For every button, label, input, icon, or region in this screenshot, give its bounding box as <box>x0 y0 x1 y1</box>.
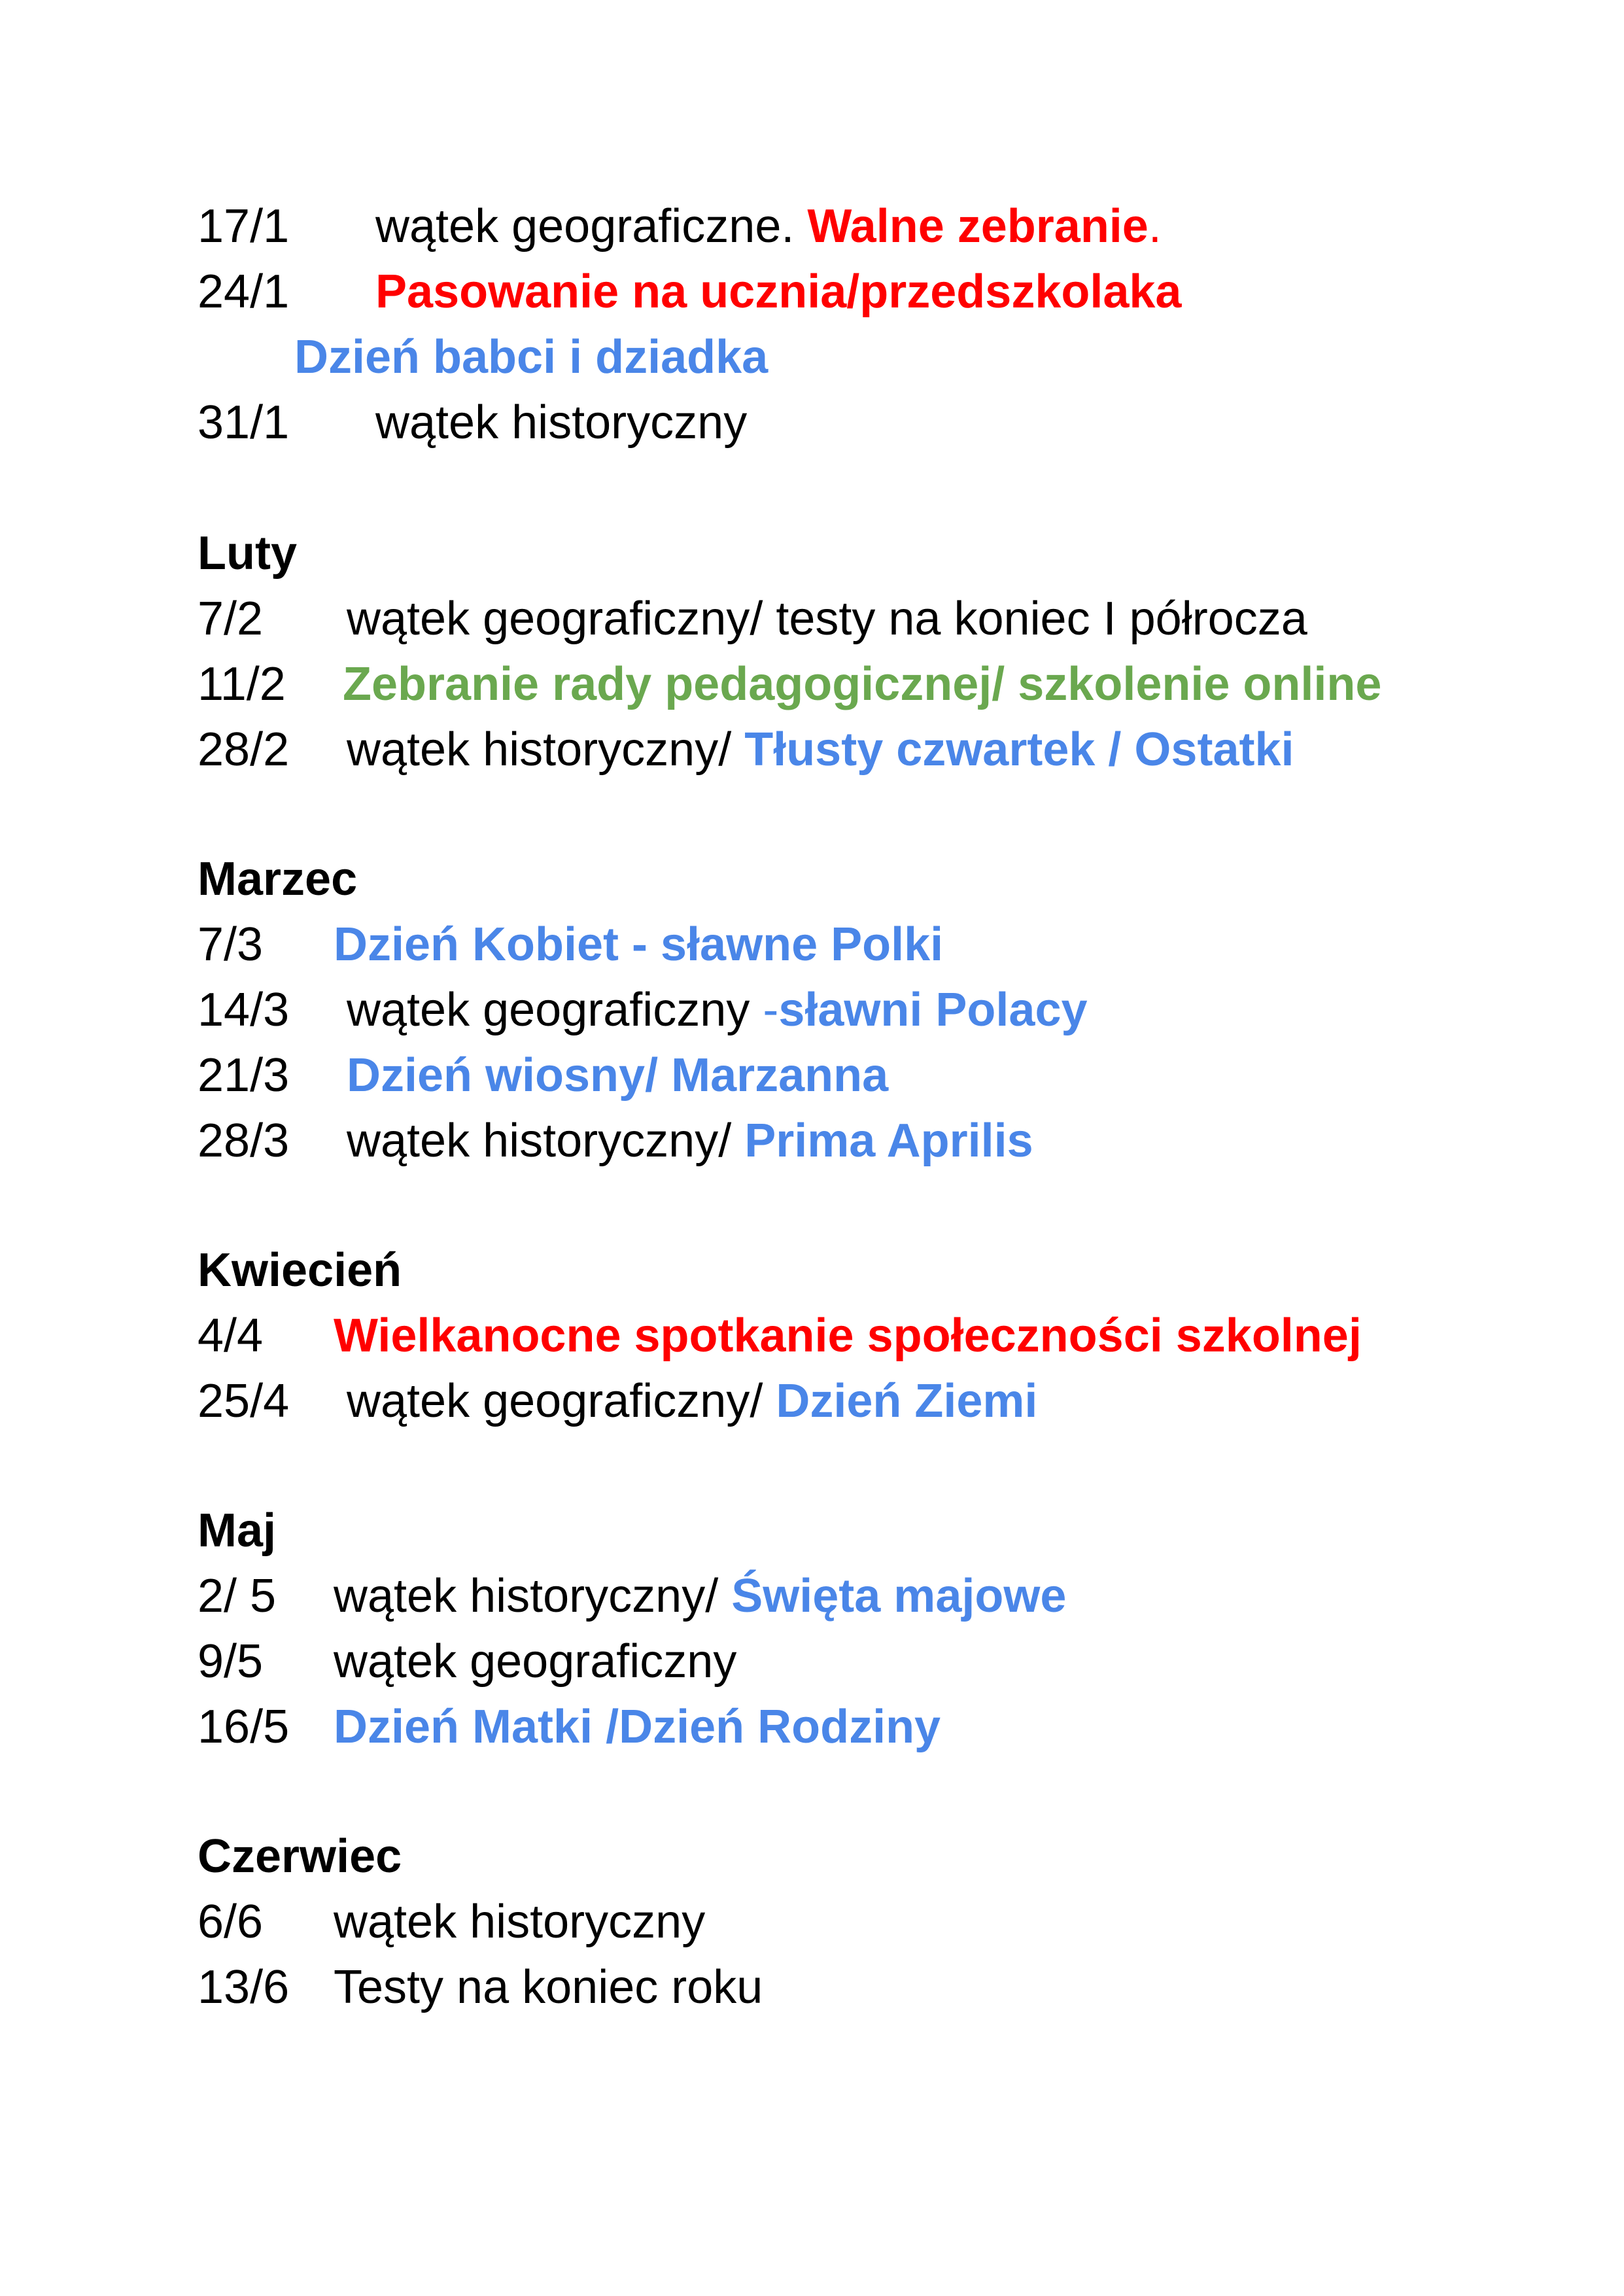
date-label: 7/2 <box>198 593 264 645</box>
date-label: 25/4 <box>198 1375 290 1427</box>
event-text: wątek historyczny/ <box>347 1115 745 1167</box>
event-highlight: Święta majowe <box>731 1570 1067 1622</box>
event-highlight: Wielkanocne spotkanie społeczności szkolnej <box>334 1310 1362 1362</box>
date-label: 6/6 <box>198 1896 264 1948</box>
date-label: 11/2 <box>198 658 286 710</box>
date-label: 16/5 <box>198 1701 290 1753</box>
event-text: wątek geograficzny <box>334 1635 737 1688</box>
schedule-row-28-2 <box>198 717 1294 782</box>
event-highlight: Dzień Ziemi <box>776 1375 1038 1427</box>
schedule-row-21-3 <box>198 1043 888 1108</box>
event-highlight: Dzień wiosny/ Marzanna <box>347 1049 889 1102</box>
schedule-row-14-3 <box>198 977 1088 1043</box>
month-heading-may: Maj <box>198 1505 277 1557</box>
event-highlight: Pasowanie na ucznia/przedszkolaka <box>375 266 1182 318</box>
schedule-row-25-4 <box>198 1368 1037 1434</box>
event-text: wątek historyczny/ <box>347 723 745 776</box>
schedule-row-17-1 <box>198 194 1162 259</box>
date-label: 14/3 <box>198 984 290 1036</box>
schedule-row-7-3 <box>198 912 943 977</box>
schedule-row-13-6 <box>198 1955 763 2020</box>
event-highlight: Tłusty czwartek / Ostatki <box>744 723 1294 776</box>
month-heading-march: Marzec <box>198 853 358 905</box>
date-label: 24/1 <box>198 266 290 318</box>
month-heading-june: Czerwiec <box>198 1830 402 1883</box>
schedule-row-9-5 <box>198 1629 736 1694</box>
date-label: 2/ 5 <box>198 1570 277 1622</box>
schedule-row-31-1 <box>198 390 747 455</box>
schedule-row-11-2 <box>198 652 1381 717</box>
event-text: wątek geograficzny/ <box>347 1375 776 1427</box>
event-text: wątek geograficzny/ testy na koniec I półrocza <box>347 593 1307 645</box>
event-text: wątek geograficzne. <box>375 200 808 252</box>
event-tail: . <box>1148 200 1162 252</box>
schedule-row-16-5 <box>198 1694 941 1760</box>
event-text: wątek historyczny/ <box>334 1570 732 1622</box>
schedule-row-28-3 <box>198 1108 1033 1174</box>
event-highlight: Dzień Kobiet - sławne Polki <box>334 918 944 971</box>
event-highlight: Dzień babci i dziadka <box>294 331 769 383</box>
event-dash: - <box>763 984 779 1036</box>
date-label: 7/3 <box>198 918 264 971</box>
event-text: wątek historyczny <box>334 1896 706 1948</box>
schedule-row-grandparents <box>294 324 768 390</box>
date-label: 13/6 <box>198 1961 290 2013</box>
event-highlight: Zebranie rady pedagogicznej/ szkolenie online <box>343 658 1382 710</box>
date-label: 9/5 <box>198 1635 264 1688</box>
month-heading-february: Luty <box>198 527 297 580</box>
event-highlight: Dzień Matki /Dzień Rodziny <box>334 1701 941 1753</box>
event-text: wątek historyczny <box>375 396 748 449</box>
event-text: wątek geograficzny <box>347 984 763 1036</box>
date-label: 31/1 <box>198 396 290 449</box>
date-label: 4/4 <box>198 1310 264 1362</box>
schedule-row-24-1 <box>198 259 1181 324</box>
schedule-row-6-6 <box>198 1889 705 1955</box>
schedule-row-2-5 <box>198 1563 1066 1629</box>
date-label: 21/3 <box>198 1049 290 1102</box>
date-label: 17/1 <box>198 200 290 252</box>
event-highlight: sławni Polacy <box>778 984 1088 1036</box>
date-label: 28/2 <box>198 723 290 776</box>
month-heading-april: Kwiecień <box>198 1244 402 1296</box>
event-text: Testy na koniec roku <box>334 1961 763 2013</box>
date-label: 28/3 <box>198 1115 290 1167</box>
event-highlight: Walne zebranie <box>807 200 1149 252</box>
schedule-row-7-2 <box>198 586 1307 652</box>
event-highlight: Prima Aprilis <box>744 1115 1033 1167</box>
schedule-row-4-4 <box>198 1303 1362 1368</box>
